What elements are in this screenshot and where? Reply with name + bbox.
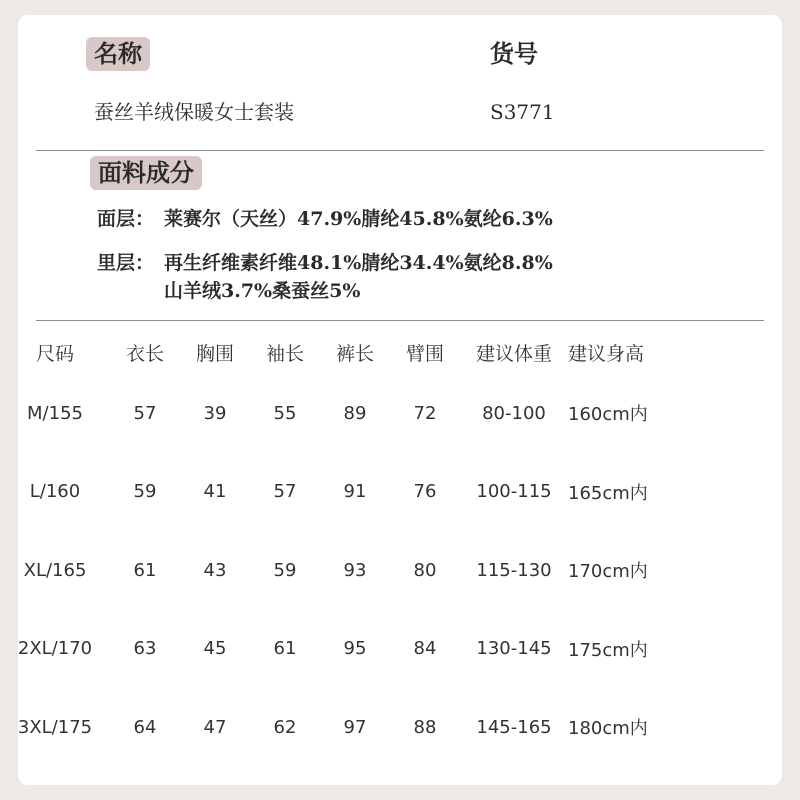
header-arm: 臂围 [405,342,444,365]
cell-arm: 72 [413,402,437,424]
cell-arm: 88 [413,716,437,738]
cell-pants-length: 89 [343,402,367,424]
cell-sleeve: 57 [273,481,297,503]
outer-layer-label: 面层： [97,208,155,230]
cell-chest: 45 [203,638,227,660]
size-table [0,330,800,767]
cell-weight: 145-165 [476,716,552,738]
cell-chest: 41 [203,481,227,503]
cell-chest: 39 [203,402,227,424]
header-length: 衣长 [125,342,164,365]
cell-sleeve: 62 [273,716,297,738]
table-row [0,688,800,767]
header-height: 建议身高 [568,342,645,365]
cell-weight: 100-115 [476,481,552,503]
cell-length: 64 [133,716,157,738]
cell-weight: 115-130 [476,559,552,581]
fabric-label-tag: 面料成分 [90,156,202,190]
cell-pants-length: 93 [343,559,367,581]
cell-size: 3XL/175 [17,716,93,738]
header-pants-length: 裤长 [335,342,374,365]
table-row [0,531,800,610]
cell-sleeve: 55 [273,402,297,424]
size-table-body [0,374,800,767]
cell-size: 2XL/170 [17,638,93,660]
code-label: 货号 [490,39,538,68]
header-chest: 胸围 [195,342,234,365]
outer-layer-value: 莱赛尔（天丝）47.9%腈纶45.8%氨纶6.3% [164,208,553,230]
table-row [0,610,800,689]
cell-sleeve: 61 [273,638,297,660]
cell-arm: 80 [413,559,437,581]
name-label-tag: 名称 [86,37,150,71]
cell-length: 59 [133,481,157,503]
lining-layer-value-line2: 山羊绒3.7%桑蚕丝5% [164,280,361,302]
lining-layer-label: 里层： [97,252,155,274]
cell-pants-length: 95 [343,638,367,660]
table-row [0,374,800,453]
cell-weight: 130-145 [476,638,552,660]
lining-layer-value-line1: 再生纤维素纤维48.1%腈纶34.4%氨纶8.8% [164,252,553,274]
cell-length: 57 [133,402,157,424]
header-sleeve: 袖长 [265,342,304,365]
size-table-header-row [0,330,800,374]
cell-chest: 47 [203,716,227,738]
cell-arm: 84 [413,638,437,660]
cell-height: 165cm内 [568,482,648,504]
cell-size: M/155 [27,402,83,424]
cell-height: 170cm内 [568,561,648,583]
cell-length: 63 [133,638,157,660]
cell-chest: 43 [203,559,227,581]
cell-size: L/160 [29,481,81,503]
table-row [0,453,800,532]
cell-sleeve: 59 [273,559,297,581]
divider-top [36,150,764,151]
cell-height: 160cm内 [568,404,648,426]
cell-arm: 76 [413,481,437,503]
cell-height: 180cm内 [568,718,648,740]
cell-pants-length: 97 [343,716,367,738]
product-name-value: 蚕丝羊绒保暖女士套装 [94,100,294,124]
cell-weight: 80-100 [482,402,546,424]
header-weight: 建议体重 [475,342,552,365]
cell-size: XL/165 [23,559,87,581]
divider-middle [36,320,764,321]
product-code-value: S3771 [490,100,555,124]
cell-height: 175cm内 [568,639,648,661]
cell-pants-length: 91 [343,481,367,503]
cell-length: 61 [133,559,157,581]
header-size: 尺码 [35,342,74,365]
